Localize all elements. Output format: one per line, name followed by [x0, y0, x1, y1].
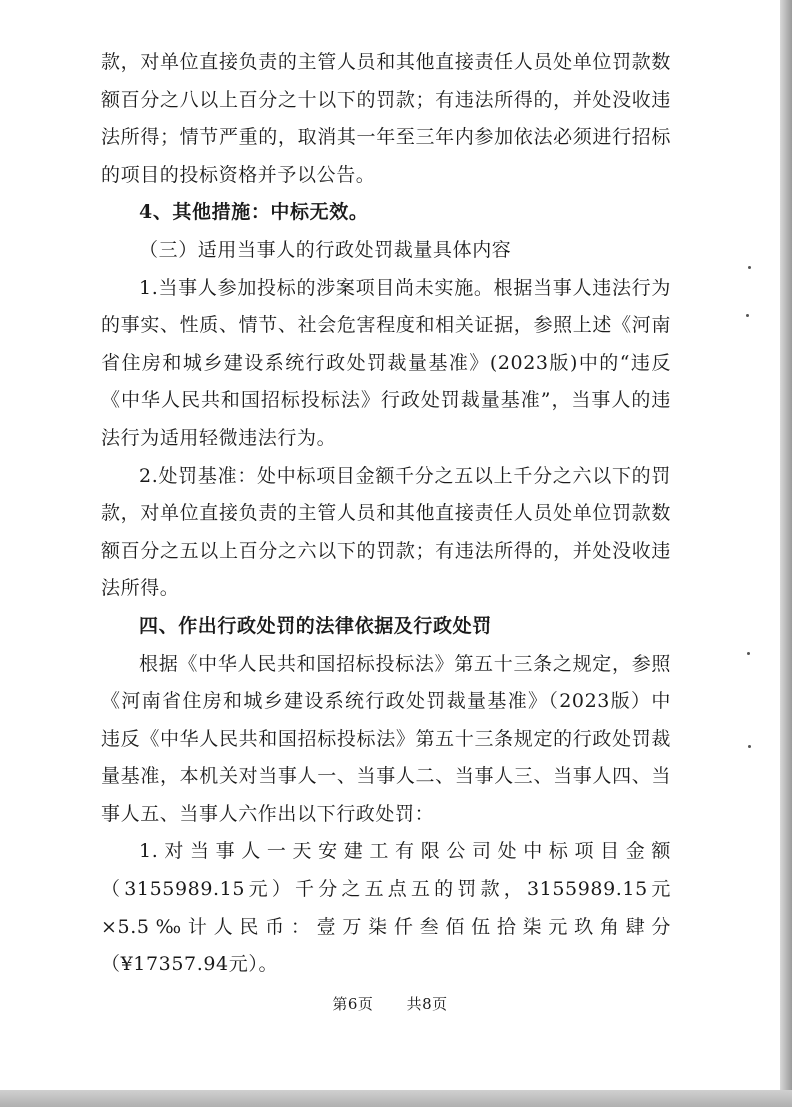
- paragraph-other-measures: 4、其他措施：中标无效。: [139, 201, 369, 224]
- scan-speck: [748, 745, 751, 748]
- section-heading-4: 四、作出行政处罚的法律依据及行政处罚: [139, 614, 492, 637]
- scan-speck: [747, 652, 750, 655]
- scan-speck: [746, 314, 749, 317]
- paragraph-item-1: 1.当事人参加投标的涉案项目尚未实施。根据当事人违法行为的事实、性质、情节、社会危害程度和相关证据，参照上述《河南省住房和城乡建设系统行政处罚裁量基准》(2023版)中的“违反《中华人民共和国招标投标法》行政处罚裁量基准”，当事人的违法行为适用轻微违法行为。: [101, 276, 671, 449]
- page-total: 共8页: [406, 995, 448, 1013]
- page-number: 第6页: [332, 995, 374, 1013]
- paragraph-1: 款，对单位直接负责的主管人员和其他直接责任人员处单位罚款数额百分之八以上百分之十以下的罚款；有违法所得的，并处没收违法所得；情节严重的，取消其一年至三年内参加依法必须进行招标的项目的投标资格并予以公告。: [101, 51, 671, 186]
- document-body: [101, 44, 671, 984]
- section-heading-3: （三）适用当事人的行政处罚裁量具体内容: [139, 238, 512, 261]
- paragraph-item-2: 2.处罚基准：处中标项目金额千分之五以上千分之六以下的罚款，对单位直接负责的主管人员和其他直接责任人员处单位罚款数额百分之五以上百分之六以下的罚款；有违法所得的，并处没收违法所得。: [101, 464, 671, 600]
- page-footer: [0, 993, 780, 1014]
- scan-edge-bottom: [0, 1090, 792, 1107]
- paragraph-legal-basis: 根据《中华人民共和国招标投标法》第五十三条之规定，参照《河南省住房和城乡建设系统行政处罚裁量基准》（2023版）中违反《中华人民共和国招标投标法》第五十三条规定的行政处罚裁量基准，本机关对当事人一、当事人二、当事人三、当事人四、当事人五、当事人六作出以下行政处罚：: [101, 652, 671, 825]
- scan-speck: [748, 266, 751, 269]
- scan-edge-right: [780, 0, 792, 1107]
- paragraph-penalty-1: 1.对当事人一天安建工有限公司处中标项目金额（3155989.15元）千分之五点五的罚款，3155989.15元×5.5‰计人民币：壹万柒仟叁佰伍拾柒元玖角肆分（¥17357.94元）。: [101, 840, 671, 976]
